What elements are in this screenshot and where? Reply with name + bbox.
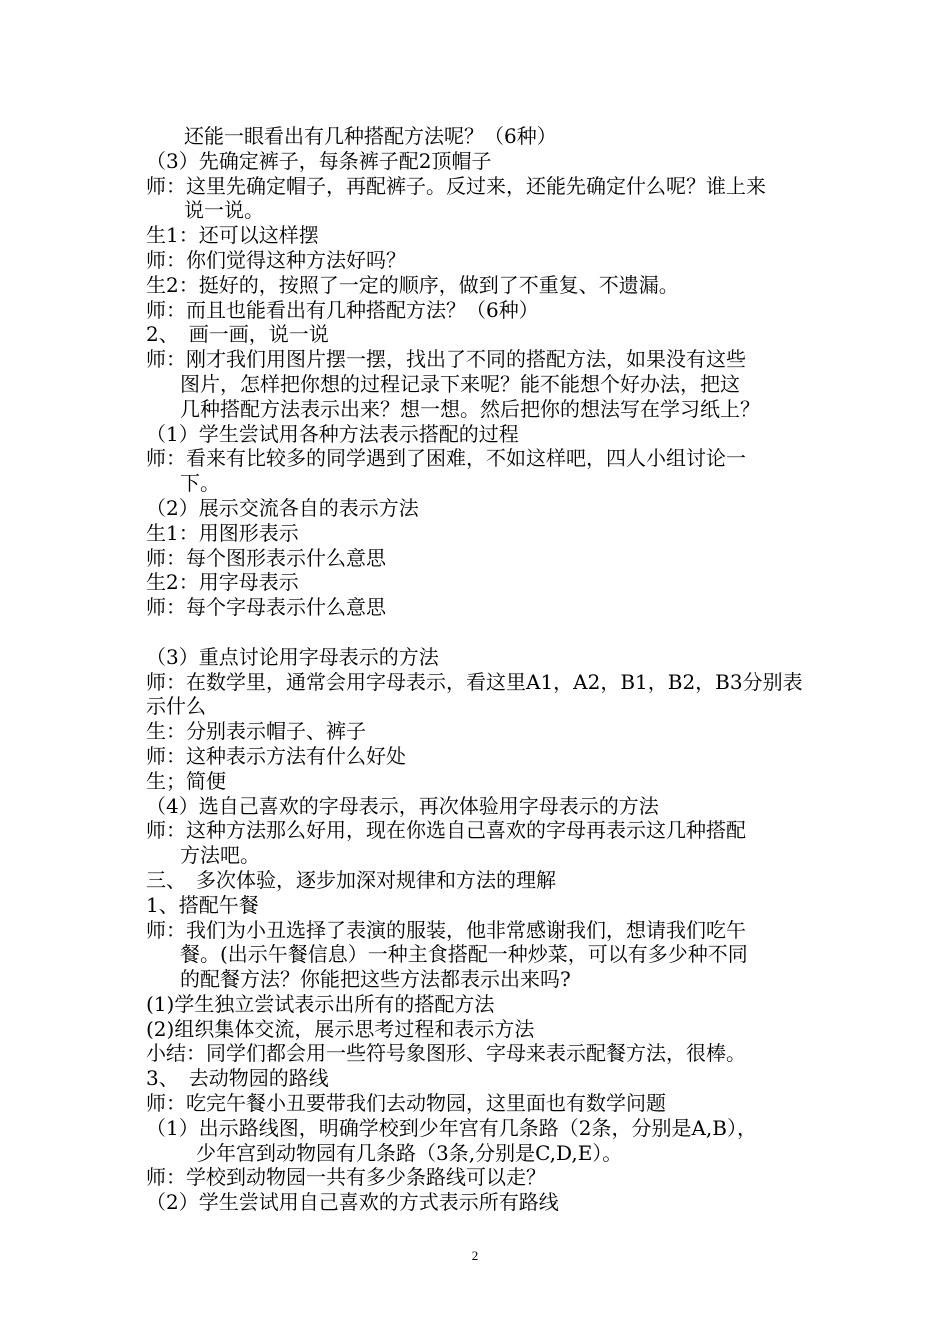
text-line: 小结：同学们都会用一些符号象图形、字母来表示配餐方法，很棒。 <box>146 1041 746 1066</box>
text-line: 下。 <box>180 471 220 496</box>
text-line: (1)学生独立尝试表示出所有的搭配方法 <box>146 991 495 1016</box>
text-line: （2）展示交流各自的表示方法 <box>146 495 419 520</box>
blank-line <box>146 620 816 645</box>
text-line: （2）学生尝试用自己喜欢的方式表示所有路线 <box>146 1190 559 1215</box>
text-line: 师：这种表示方法有什么好处 <box>146 743 406 768</box>
text-line: 师：在数学里，通常会用字母表示，看这里A1，A2，B1，B2，B3分别表 <box>146 669 803 694</box>
subsection-heading: 1、搭配午餐 <box>146 892 259 917</box>
text-line: （1）出示路线图，明确学校到少年宫有几条路（2条，分别是A,B）， <box>146 1115 757 1140</box>
text-line: （1）学生尝试用各种方法表示搭配的过程 <box>146 421 519 446</box>
text-line: 师：这里先确定帽子，再配裤子。反过来，还能先确定什么呢？谁上来 <box>146 173 766 198</box>
text-line: 生2：挺好的，按照了一定的顺序，做到了不重复、不遗漏。 <box>146 272 679 297</box>
text-line: 图片，怎样把你想的过程记录下来呢？能不能想个好办法，把这 <box>180 371 740 396</box>
text-line: 几种搭配方法表示出来？想一想。然后把你的想法写在学习纸上？ <box>180 396 760 421</box>
text-line: 师：吃完午餐小丑要带我们去动物园，这里面也有数学问题 <box>146 1091 666 1116</box>
text-line: 师：看来有比较多的同学遇到了困难，不如这样吧，四人小组讨论一 <box>146 446 746 471</box>
text-line: 师：每个图形表示什么意思 <box>146 545 386 570</box>
text-line: 师：而且也能看出有几种搭配方法？（6种） <box>146 297 539 322</box>
text-line: 餐。(出示午餐信息）一种主食搭配一种炒菜，可以有多少种不同 <box>180 942 748 967</box>
text-line: （3）重点讨论用字母表示的方法 <box>146 644 439 669</box>
text-line: 方法吧。 <box>180 843 260 868</box>
text-line: 少年宫到动物园有几条路（3条,分别是C,D,E）。 <box>196 1140 623 1165</box>
text-line: 说一说。 <box>184 198 264 223</box>
text-line: 生2：用字母表示 <box>146 570 299 595</box>
section-heading: 2、 画一画，说一说 <box>146 322 329 347</box>
text-line: （4）选自己喜欢的字母表示，再次体验用字母表示的方法 <box>146 793 659 818</box>
text-line: 师：学校到动物园一共有多少条路线可以走？ <box>146 1165 546 1190</box>
text-line: 的配餐方法？你能把这些方法都表示出来吗? <box>180 967 571 992</box>
subsection-heading: 3、 去动物园的路线 <box>146 1066 329 1091</box>
text-line: 师：你们觉得这种方法好吗？ <box>146 247 406 272</box>
text-line: 师：每个字母表示什么意思 <box>146 595 386 620</box>
text-line: 生；简便 <box>146 768 226 793</box>
text-line: 还能一眼看出有几种搭配方法呢？（6种） <box>184 124 557 148</box>
text-line: 生1：用图形表示 <box>146 520 299 545</box>
document-body <box>146 124 816 1215</box>
text-line: 示什么 <box>146 694 206 719</box>
text-line: 师：这种方法那么好用，现在你选自己喜欢的字母再表示这几种搭配 <box>146 818 746 843</box>
text-line: 师：刚才我们用图片摆一摆，找出了不同的搭配方法，如果没有这些 <box>146 347 746 372</box>
section-heading: 三、 多次体验，逐步加深对规律和方法的理解 <box>146 867 556 892</box>
text-line: 生1：还可以这样摆 <box>146 223 319 248</box>
text-line: 师：我们为小丑选择了表演的服装，他非常感谢我们，想请我们吃午 <box>146 917 746 942</box>
text-line: （3）先确定裤子，每条裤子配2顶帽子 <box>146 148 492 173</box>
text-line: (2)组织集体交流，展示思考过程和表示方法 <box>146 1016 535 1041</box>
page-number: 2 <box>471 1248 479 1263</box>
text-line: 生：分别表示帽子、裤子 <box>146 719 366 744</box>
